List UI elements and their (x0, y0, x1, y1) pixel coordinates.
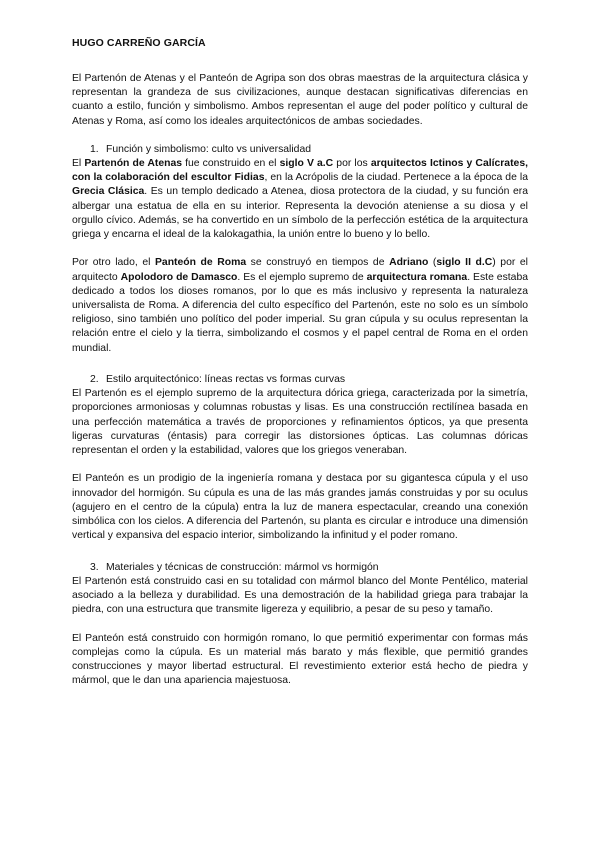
section-2-paragraph-2: El Panteón es un prodigio de la ingeniería romana y destaca por su gigantesca cúpula y el uso innovador del hormigón. Su cúpula es una de las más grandes jamás construidas y por su oculus (agujero en el centro de la cúpula) entra la luz de manera espectacular, creando una conexión simbólica con los cielos. A diferencia del Partenón, su planta es circular e introduce una dimensión vertical y expansiva del espacio interior, simbolizando la infinitud y el poder romano. (72, 473, 528, 542)
section-number: 2. (90, 374, 99, 386)
section-1-paragraph-2: Por otro lado, el Panteón de Roma se construyó en tiempos de Adriano (siglo II d.C) por el arquitecto Apolodoro de Damasco. Es el ejemplo supremo de arquitectura romana. Este estaba dedicado a todos los dioses romanos, por lo que es más inclusivo y representa la naturaleza universalista de Roma. A diferencia del culto específico del Partenón, este no solo es un símbolo religioso, sino también uno político del poder imperial. Su gran cúpula y su oculus representan la relación entre el cielo y la tierra, simbolizando el cosmos y el papel central de Roma en el orden mundial. (72, 257, 529, 354)
section-3-paragraph-1: El Partenón está construido casi en su totalidad con mármol blanco del Monte Pentélico, material asociado a la belleza y durabilidad. Es una demostración de la habilidad griega para trabajar la piedra, con una estructura que transmite ligereza y equilibrio, a pesar de su peso y tamaño. (72, 575, 528, 616)
section-heading-3 (72, 561, 528, 575)
document-page (72, 37, 528, 688)
section-2-paragraph-1: El Partenón es el ejemplo supremo de la arquitectura dórica griega, caracterizada por la simetría, proporciones armoniosas y columnas robustas y lisas. Es una construcción rectilínea basada en una perfección matemática a través de proporciones y refinamientos ópticos, ya que presenta ligeras curvaturas (éntasis) para corregir las distorsiones ópticas. Las columnas dóricas representan el orden y la estabilidad, valores que los griegos veneraban. (72, 388, 528, 457)
section-title: Función y simbolismo: culto vs universalidad (106, 143, 312, 155)
section-1-paragraph-1: El Partenón de Atenas fue construido en el siglo V a.C por los arquitectos Ictinos y Calícrates, con la colaboración del escultor Fidias, en la Acrópolis de la ciudad. Pertenece a la época de la Grecia Clásica. Es un templo dedicado a Atenea, diosa protectora de la ciudad, y su función era albergar una estatua de ella en su interior. Representa la devoción ateniense a su diosa y el orgullo cívico. Además, se ha convertido en un símbolo de la perfección estética de la arquitectura griega y encarna el ideal de la kalokagathia, la unión entre lo bueno y lo bello. (72, 158, 528, 241)
section-number: 1. (90, 143, 99, 155)
section-3-paragraph-2: El Panteón está construido con hormigón romano, lo que permitió experimentar con formas más complejas como la cúpula. Es un material más barato y más flexible, que permitió grandes construcciones y mayor libertad estructural. El revestimiento exterior está hecho de piedra y mármol, que le dan una apariencia majestuosa. (72, 632, 528, 687)
section-heading-2 (72, 373, 528, 387)
section-heading-1 (72, 143, 528, 157)
section-title: Estilo arquitectónico: líneas rectas vs formas curvas (106, 374, 346, 386)
section-number: 3. (90, 561, 99, 573)
intro-paragraph: El Partenón de Atenas y el Panteón de Agripa son dos obras maestras de la arquitectura clásica y representan la grandeza de sus civilizaciones, aunque destacan significativas diferencias en cuanto a estilo, función y simbolismo. Ambos representan el auge del poder político y cultural de Atenas y Roma, así como los ideales arquitectónicos de ambas sociedades. (72, 73, 528, 127)
author-name: HUGO CARREÑO GARCÍA (72, 37, 206, 49)
section-title: Materiales y técnicas de construcción: mármol vs hormigón (106, 561, 379, 573)
